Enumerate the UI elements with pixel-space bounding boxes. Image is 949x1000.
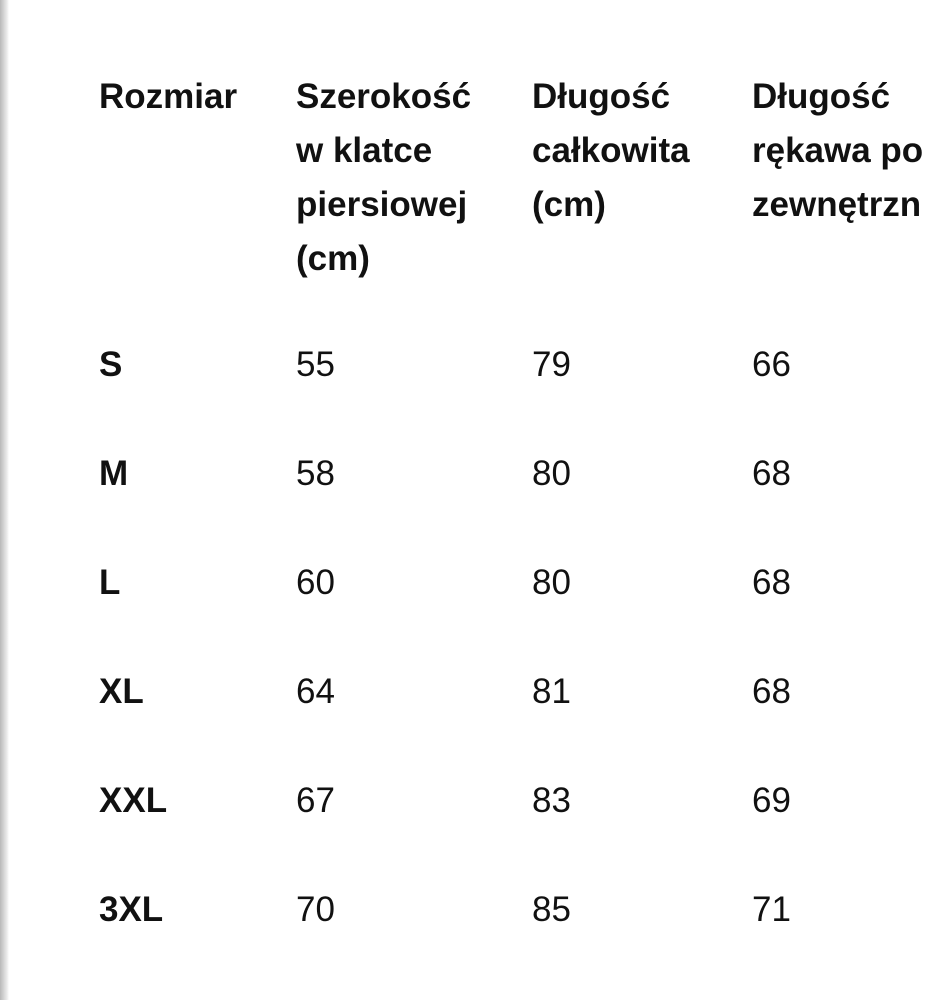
header-line: (cm) — [532, 185, 606, 224]
chest-width-cell: 60 — [296, 563, 335, 602]
size-cell: XL — [99, 672, 144, 711]
size-cell: XXL — [99, 781, 168, 820]
sleeve-length-cell: 69 — [752, 781, 791, 820]
total-length-cell: 81 — [532, 672, 571, 711]
sleeve-length-cell: 71 — [752, 890, 791, 929]
table-body — [99, 340, 949, 994]
total-length-cell: 79 — [532, 345, 571, 384]
size-cell: 3XL — [99, 890, 164, 929]
header-chest-width — [296, 70, 471, 286]
chest-width-cell: 64 — [296, 672, 335, 711]
table-row — [99, 449, 949, 558]
header-line: zewnętrzn — [752, 185, 922, 224]
table-row — [99, 776, 949, 885]
sleeve-length-cell: 66 — [752, 345, 791, 384]
table-row — [99, 885, 949, 994]
screen-left-edge — [0, 0, 9, 1000]
header-line: piersiowej — [296, 185, 468, 224]
chest-width-cell: 70 — [296, 890, 335, 929]
chest-width-cell: 58 — [296, 454, 335, 493]
header-total-length — [532, 70, 690, 232]
total-length-cell: 80 — [532, 563, 571, 602]
header-size — [99, 70, 237, 124]
header-sleeve-length — [752, 70, 923, 232]
sleeve-length-cell: 68 — [752, 672, 791, 711]
header-line: całkowita — [532, 131, 690, 170]
header-line: Długość — [532, 77, 671, 116]
header-line: (cm) — [296, 239, 370, 278]
total-length-cell: 80 — [532, 454, 571, 493]
chest-width-cell: 55 — [296, 345, 335, 384]
total-length-cell: 83 — [532, 781, 571, 820]
table-row — [99, 558, 949, 667]
total-length-cell: 85 — [532, 890, 571, 929]
size-cell: M — [99, 454, 129, 493]
sleeve-length-cell: 68 — [752, 563, 791, 602]
table-row — [99, 340, 949, 449]
size-cell: L — [99, 563, 121, 602]
sleeve-length-cell: 68 — [752, 454, 791, 493]
size-chart-table — [99, 70, 949, 1000]
table-row — [99, 667, 949, 776]
header-line: w klatce — [296, 131, 433, 170]
header-line: Szerokość — [296, 77, 472, 116]
header-line: Rozmiar — [99, 77, 238, 116]
table-header-row — [99, 70, 949, 300]
size-cell: S — [99, 345, 123, 384]
header-line: rękawa po — [752, 131, 924, 170]
header-line: Długość — [752, 77, 891, 116]
chest-width-cell: 67 — [296, 781, 335, 820]
